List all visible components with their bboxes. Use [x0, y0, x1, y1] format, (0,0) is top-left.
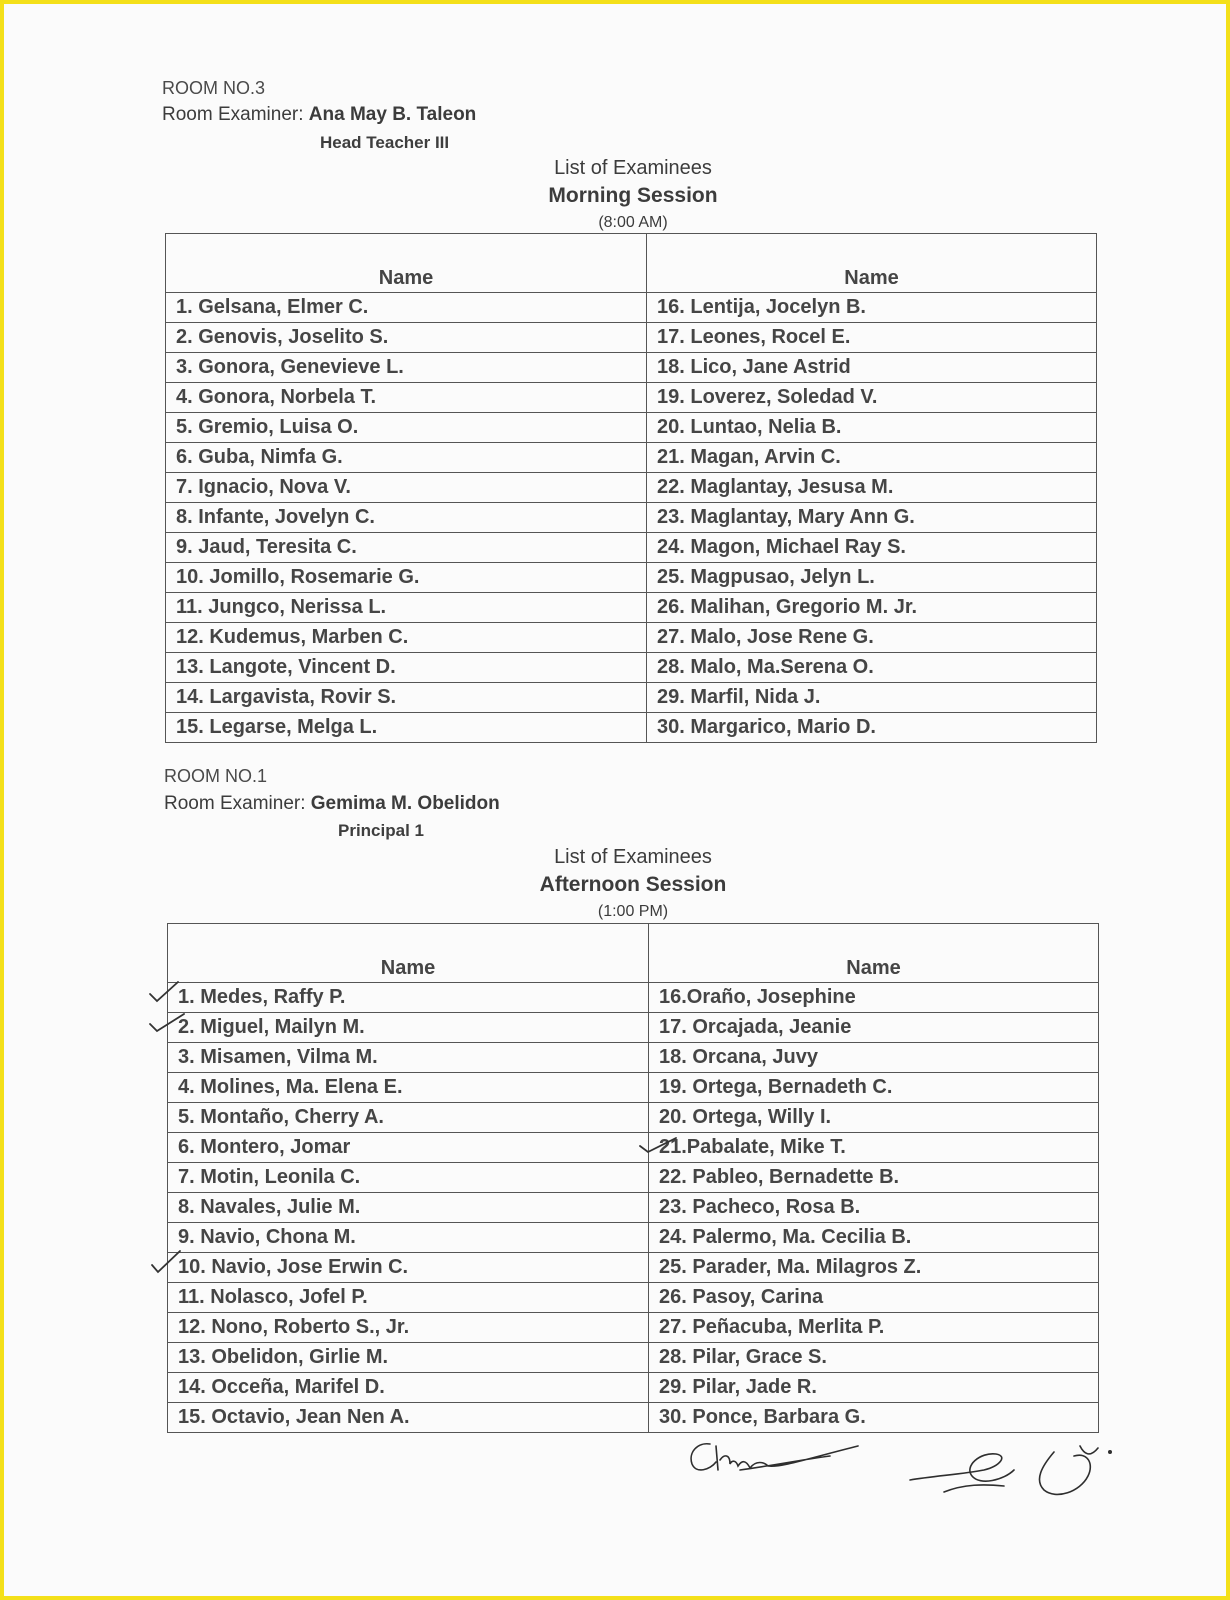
- table-row: [168, 1103, 1099, 1133]
- examinee-name-cell: 4. Gonora, Norbela T.: [166, 383, 647, 413]
- column-header: Name: [166, 234, 647, 293]
- examiner-label: Room Examiner:: [162, 104, 304, 125]
- examinee-name-cell: 17. Leones, Rocel E.: [647, 323, 1097, 353]
- examinee-name-cell: 7. Motin, Leonila C.: [168, 1163, 649, 1193]
- examinee-name-cell: 11. Nolasco, Jofel P.: [168, 1283, 649, 1313]
- examinee-name-cell: 27. Peñacuba, Merlita P.: [649, 1313, 1099, 1343]
- examinee-name-cell: 23. Maglantay, Mary Ann G.: [647, 503, 1097, 533]
- examinee-name-cell: 4. Molines, Ma. Elena E.: [168, 1073, 649, 1103]
- examinee-name-cell: 3. Misamen, Vilma M.: [168, 1043, 649, 1073]
- examinee-name-cell: 6. Montero, Jomar: [168, 1133, 649, 1163]
- examinee-name-cell: 1. Gelsana, Elmer C.: [166, 293, 647, 323]
- examinee-name-cell: 12. Kudemus, Marben C.: [166, 623, 647, 653]
- table-row: [168, 1223, 1099, 1253]
- table-row: [166, 323, 1097, 353]
- table-row: [168, 1163, 1099, 1193]
- examinee-name-cell: 22. Pableo, Bernadette B.: [649, 1163, 1099, 1193]
- examiner-position: Head Teacher III: [320, 133, 450, 152]
- table-row: [166, 713, 1097, 743]
- examinee-name-cell: 19. Loverez, Soledad V.: [647, 383, 1097, 413]
- room-examiner: [164, 793, 500, 815]
- room-examiner: [162, 104, 476, 126]
- checkmark-icon: [144, 978, 184, 1006]
- checkmark-icon: [636, 1132, 680, 1158]
- examinee-table: [167, 923, 1099, 1433]
- examinee-table: [165, 233, 1097, 743]
- examinee-name-cell: 2. Genovis, Joselito S.: [166, 323, 647, 353]
- table-row: [168, 1283, 1099, 1313]
- examinee-name-cell: 15. Legarse, Melga L.: [166, 713, 647, 743]
- examinee-name-cell: 21. Magan, Arvin C.: [647, 443, 1097, 473]
- examinee-name-cell: 5. Montaño, Cherry A.: [168, 1103, 649, 1133]
- signature-image: [680, 1430, 880, 1486]
- examinee-name-cell: 9. Navio, Chona M.: [168, 1223, 649, 1253]
- examinee-name-cell: 24. Palermo, Ma. Cecilia B.: [649, 1223, 1099, 1253]
- table-row: [168, 1043, 1099, 1073]
- table-row: [166, 503, 1097, 533]
- examinee-name-cell: 16.Oraño, Josephine: [649, 983, 1099, 1013]
- examinee-name-cell: 12. Nono, Roberto S., Jr.: [168, 1313, 649, 1343]
- table-row: [166, 293, 1097, 323]
- table-row: [166, 653, 1097, 683]
- session-time: (1:00 PM): [597, 903, 669, 920]
- table-row: [168, 1253, 1099, 1283]
- column-header: Name: [649, 924, 1099, 983]
- examinee-name-cell: 1. Medes, Raffy P.: [168, 983, 649, 1013]
- examiner-position: Principal 1: [338, 821, 424, 840]
- examinee-name-cell: 17. Orcajada, Jeanie: [649, 1013, 1099, 1043]
- examinee-name-cell: 29. Marfil, Nida J.: [647, 683, 1097, 713]
- examinee-name-cell: 26. Malihan, Gregorio M. Jr.: [647, 593, 1097, 623]
- list-title: List of Examinees: [554, 846, 712, 868]
- table-row: [166, 383, 1097, 413]
- room-number: ROOM NO.1: [164, 766, 268, 786]
- table-row: [168, 1073, 1099, 1103]
- table-row: [168, 1313, 1099, 1343]
- table-header-row: [166, 234, 1097, 293]
- examinee-name-cell: 30. Ponce, Barbara G.: [649, 1403, 1099, 1433]
- examinee-name-cell: 13. Obelidon, Girlie M.: [168, 1343, 649, 1373]
- examinee-name-cell: 20. Luntao, Nelia B.: [647, 413, 1097, 443]
- examinee-name-cell: 5. Gremio, Luisa O.: [166, 413, 647, 443]
- examinee-name-cell: 23. Pacheco, Rosa B.: [649, 1193, 1099, 1223]
- column-header: Name: [647, 234, 1097, 293]
- examinee-name-cell: 25. Magpusao, Jelyn L.: [647, 563, 1097, 593]
- table-row: [166, 533, 1097, 563]
- table-row: [166, 593, 1097, 623]
- table-row: [168, 1403, 1099, 1433]
- examiner-name: Gemima M. Obelidon: [310, 793, 500, 814]
- examinee-name-cell: 27. Malo, Jose Rene G.: [647, 623, 1097, 653]
- checkmark-icon: [146, 1247, 186, 1277]
- examinee-name-cell: 7. Ignacio, Nova V.: [166, 473, 647, 503]
- column-header: Name: [168, 924, 649, 983]
- examinee-name-cell: 6. Guba, Nimfa G.: [166, 443, 647, 473]
- examinee-name-cell: 3. Gonora, Genevieve L.: [166, 353, 647, 383]
- examiner-name: Ana May B. Taleon: [308, 104, 477, 125]
- examinee-name-cell: 21.Pabalate, Mike T.: [649, 1133, 1099, 1163]
- room-number: ROOM NO.3: [162, 78, 266, 98]
- examinee-name-cell: 18. Orcana, Juvy: [649, 1043, 1099, 1073]
- examinee-name-cell: 14. Largavista, Rovir S.: [166, 683, 647, 713]
- examinee-name-cell: 28. Malo, Ma.Serena O.: [647, 653, 1097, 683]
- session-time: (8:00 AM): [598, 214, 668, 231]
- table-header-row: [168, 924, 1099, 983]
- examinee-name-cell: 15. Octavio, Jean Nen A.: [168, 1403, 649, 1433]
- examinee-name-cell: 8. Navales, Julie M.: [168, 1193, 649, 1223]
- examinee-name-cell: 29. Pilar, Jade R.: [649, 1373, 1099, 1403]
- examinee-name-cell: 28. Pilar, Grace S.: [649, 1343, 1099, 1373]
- document-page: [4, 4, 1226, 1596]
- table-row: [168, 1013, 1099, 1043]
- examiner-label: Room Examiner:: [164, 793, 306, 814]
- table-row: [166, 443, 1097, 473]
- examinee-name-cell: 26. Pasoy, Carina: [649, 1283, 1099, 1313]
- examinee-name-cell: 8. Infante, Jovelyn C.: [166, 503, 647, 533]
- examinee-name-cell: 11. Jungco, Nerissa L.: [166, 593, 647, 623]
- examinee-name-cell: 22. Maglantay, Jesusa M.: [647, 473, 1097, 503]
- examinee-name-cell: 16. Lentija, Jocelyn B.: [647, 293, 1097, 323]
- examinee-name-cell: 24. Magon, Michael Ray S.: [647, 533, 1097, 563]
- table-row: [166, 563, 1097, 593]
- examinee-name-cell: 14. Occeña, Marifel D.: [168, 1373, 649, 1403]
- examinee-name-cell: 10. Navio, Jose Erwin C.: [168, 1253, 649, 1283]
- examinee-name-cell: 19. Ortega, Bernadeth C.: [649, 1073, 1099, 1103]
- examinee-name-cell: 25. Parader, Ma. Milagros Z.: [649, 1253, 1099, 1283]
- table-row: [168, 1133, 1099, 1163]
- examinee-name-cell: 13. Langote, Vincent D.: [166, 653, 647, 683]
- table-row: [168, 983, 1099, 1013]
- checkmark-icon: [144, 1008, 188, 1036]
- table-row: [168, 1193, 1099, 1223]
- examinee-name-cell: 9. Jaud, Teresita C.: [166, 533, 647, 563]
- table-row: [166, 353, 1097, 383]
- examinee-name-cell: 30. Margarico, Mario D.: [647, 713, 1097, 743]
- table-row: [166, 473, 1097, 503]
- session-title: Morning Session: [548, 184, 718, 207]
- examinee-name-cell: 20. Ortega, Willy I.: [649, 1103, 1099, 1133]
- examinee-name-cell: 18. Lico, Jane Astrid: [647, 353, 1097, 383]
- table-row: [166, 623, 1097, 653]
- signature-image: [904, 1440, 1134, 1510]
- examinee-name-cell: 2. Miguel, Mailyn M.: [168, 1013, 649, 1043]
- table-row: [168, 1373, 1099, 1403]
- examinee-name-cell: 10. Jomillo, Rosemarie G.: [166, 563, 647, 593]
- table-row: [166, 683, 1097, 713]
- table-row: [166, 413, 1097, 443]
- table-row: [168, 1343, 1099, 1373]
- list-title: List of Examinees: [554, 157, 712, 179]
- session-title: Afternoon Session: [539, 873, 727, 896]
